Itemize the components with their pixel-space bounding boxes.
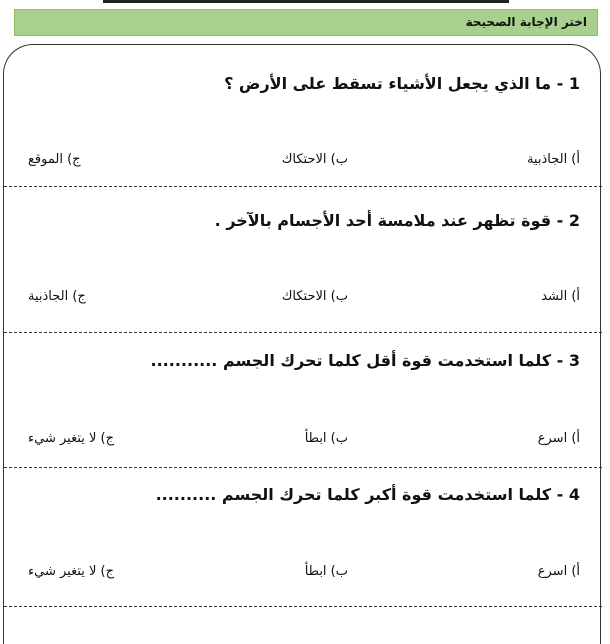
question-4-text: 4 - كلما استخدمت قوة أكبر كلما تحرك الجسم .......... — [155, 485, 580, 504]
question-4-option-a[interactable]: أ) اسرع — [537, 564, 580, 579]
question-3-text: 3 - كلما استخدمت قوة أقل كلما تحرك الجسم ........... — [150, 351, 580, 370]
question-separator — [4, 606, 602, 607]
question-3-option-b[interactable]: ب) ابطأ — [304, 431, 348, 446]
question-1-text: 1 - ما الذي يجعل الأشياء تسقط على الأرض ؟ — [224, 74, 580, 93]
question-separator — [4, 332, 602, 333]
instructions-banner — [14, 9, 598, 36]
question-2-option-b[interactable]: ب) الاحتكاك — [281, 289, 348, 304]
question-2-option-c[interactable]: ج) الجاذبية — [28, 289, 86, 304]
question-2-text: 2 - قوة تظهر عند ملامسة أحد الأجسام بالآخر . — [214, 211, 580, 230]
question-2-option-a[interactable]: أ) الشد — [541, 289, 580, 304]
question-3-option-c[interactable]: ج) لا يتغير شيء — [28, 431, 115, 446]
question-1-option-c[interactable]: ج) الموقع — [28, 152, 81, 167]
instructions-title: اختر الإجابة الصحيحة — [465, 15, 587, 29]
question-4-option-c[interactable]: ج) لا يتغير شيء — [28, 564, 115, 579]
question-separator — [4, 186, 602, 187]
top-border-line — [103, 0, 509, 3]
question-4-option-b[interactable]: ب) ابطأ — [304, 564, 348, 579]
questions-frame — [3, 44, 601, 644]
question-1-option-a[interactable]: أ) الجاذبية — [526, 152, 580, 167]
question-separator — [4, 467, 602, 468]
question-3-option-a[interactable]: أ) اسرع — [537, 431, 580, 446]
question-1-option-b[interactable]: ب) الاحتكاك — [281, 152, 348, 167]
